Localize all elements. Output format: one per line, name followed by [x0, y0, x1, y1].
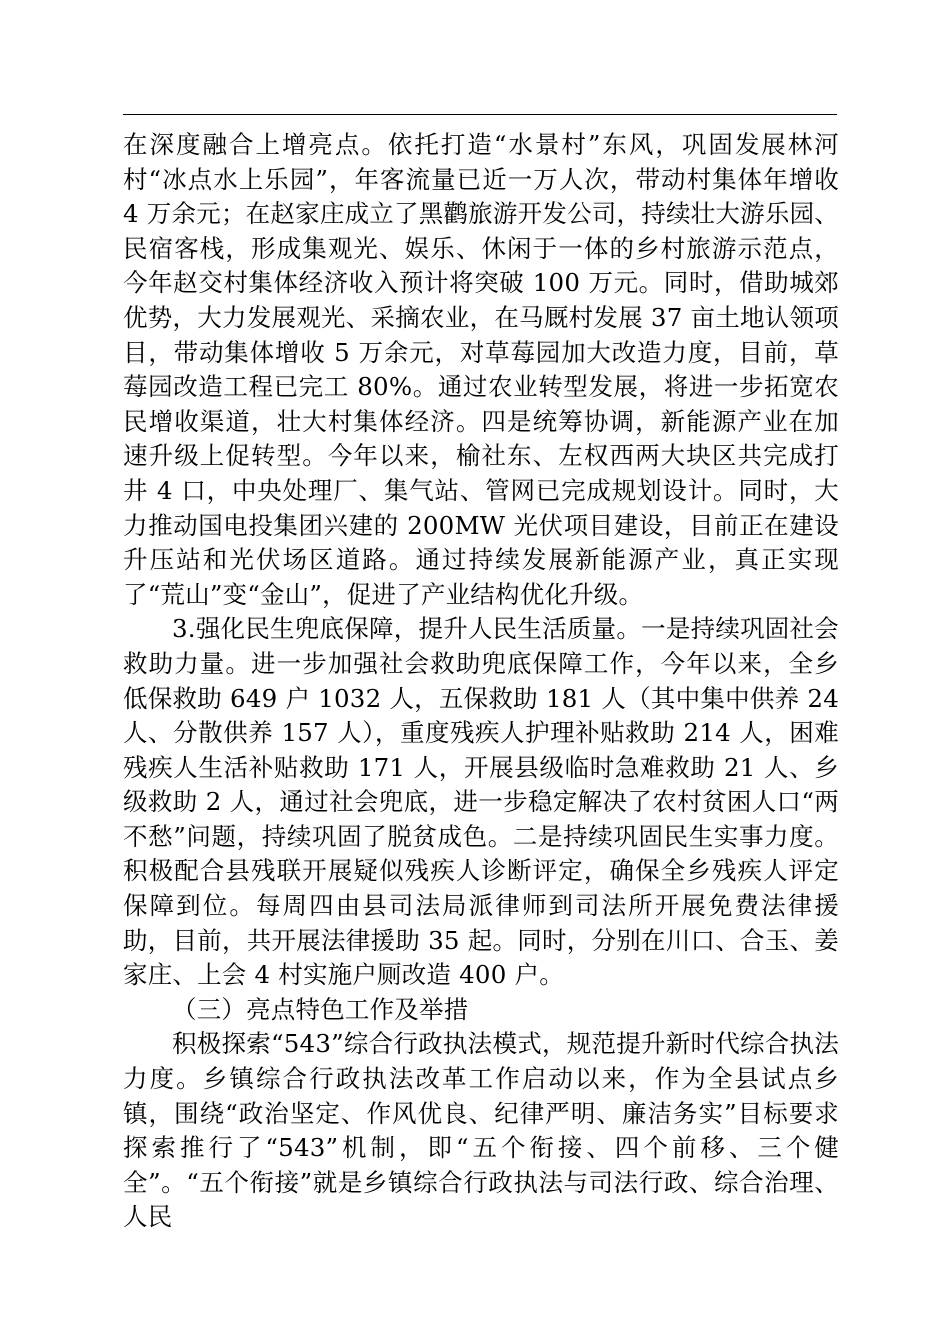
header-rule — [123, 114, 837, 115]
document-body — [123, 128, 839, 1235]
paragraph-tourism-energy: 在深度融合上增亮点。依托打造“水景村”东风，巩固发展林河村“冰点水上乐园”，年客流量已近一万人次，带动村集体年增收 4 万余元；在赵家庄成立了黑鹳旅游开发公司，持续壮大游乐园、民宿客栈，形成集观光、娱乐、休闲于一体的乡村旅游示范点，今年赵交村集体经济收入预计将突破 100 万元。同时，借助城郊优势，大力发展观光、采摘农业，在马厩村发展 37 亩土地认领项目，带动集体增收 5 万余元，对草莓园加大改造力度，目前，草莓园改造工程已完工 80%。通过农业转型发展，将进一步拓宽农民增收渠道，壮大村集体经济。四是统筹协调，新能源产业在加速升级上促转型。今年以来，榆社东、左权西两大块区共完成打井 4 口，中央处理厂、集气站、管网已完成规划设计。同时，大力推动国电投集团兴建的 200MW 光伏项目建设，目前正在建设升压站和光伏场区道路。通过持续发展新能源产业，真正实现了“荒山”变“金山”，促进了产业结构优化升级。 — [123, 130, 839, 609]
paragraph-law-enforcement: 积极探索“543”综合行政执法模式，规范提升新时代综合执法力度。乡镇综合行政执法改革工作启动以来，作为全县试点乡镇，围绕“政治坚定、作风优良、纪律严明、廉洁务实”目标要求探索推行了“543”机制，即“五个衔接、四个前移、三个健全”。“五个衔接”就是乡镇综合行政执法与司法行政、综合治理、人民 — [123, 1029, 839, 1232]
section-heading: （三）亮点特色工作及举措 — [172, 994, 469, 1024]
paragraph-livelihood: 3.强化民生兜底保障，提升人民生活质量。一是持续巩固社会救助力量。进一步加强社会救助兜底保障工作，今年以来，全乡低保救助 649 户 1032 人，五保救助 181 人（其中集中供养 24 人、分散供养 157 人），重度残疾人护理补贴救助 214 人，困难残疾人生活补贴救助 171 人，开展县级临时急难救助 21 人、乡级救助 2 人，通过社会兜底，进一步稳定解决了农村贫困人口“两不愁”问题，持续巩固了脱贫成色。二是持续巩固民生实事力度。积极配合县残联开展疑似残疾人诊断评定，确保全乡残疾人评定保障到位。每周四由县司法局派律师到司法所开展免费法律援助，目前，共开展法律援助 35 起。同时，分别在川口、合玉、姜家庄、上会 4 村实施户厕改造 400 户。 — [123, 614, 839, 990]
